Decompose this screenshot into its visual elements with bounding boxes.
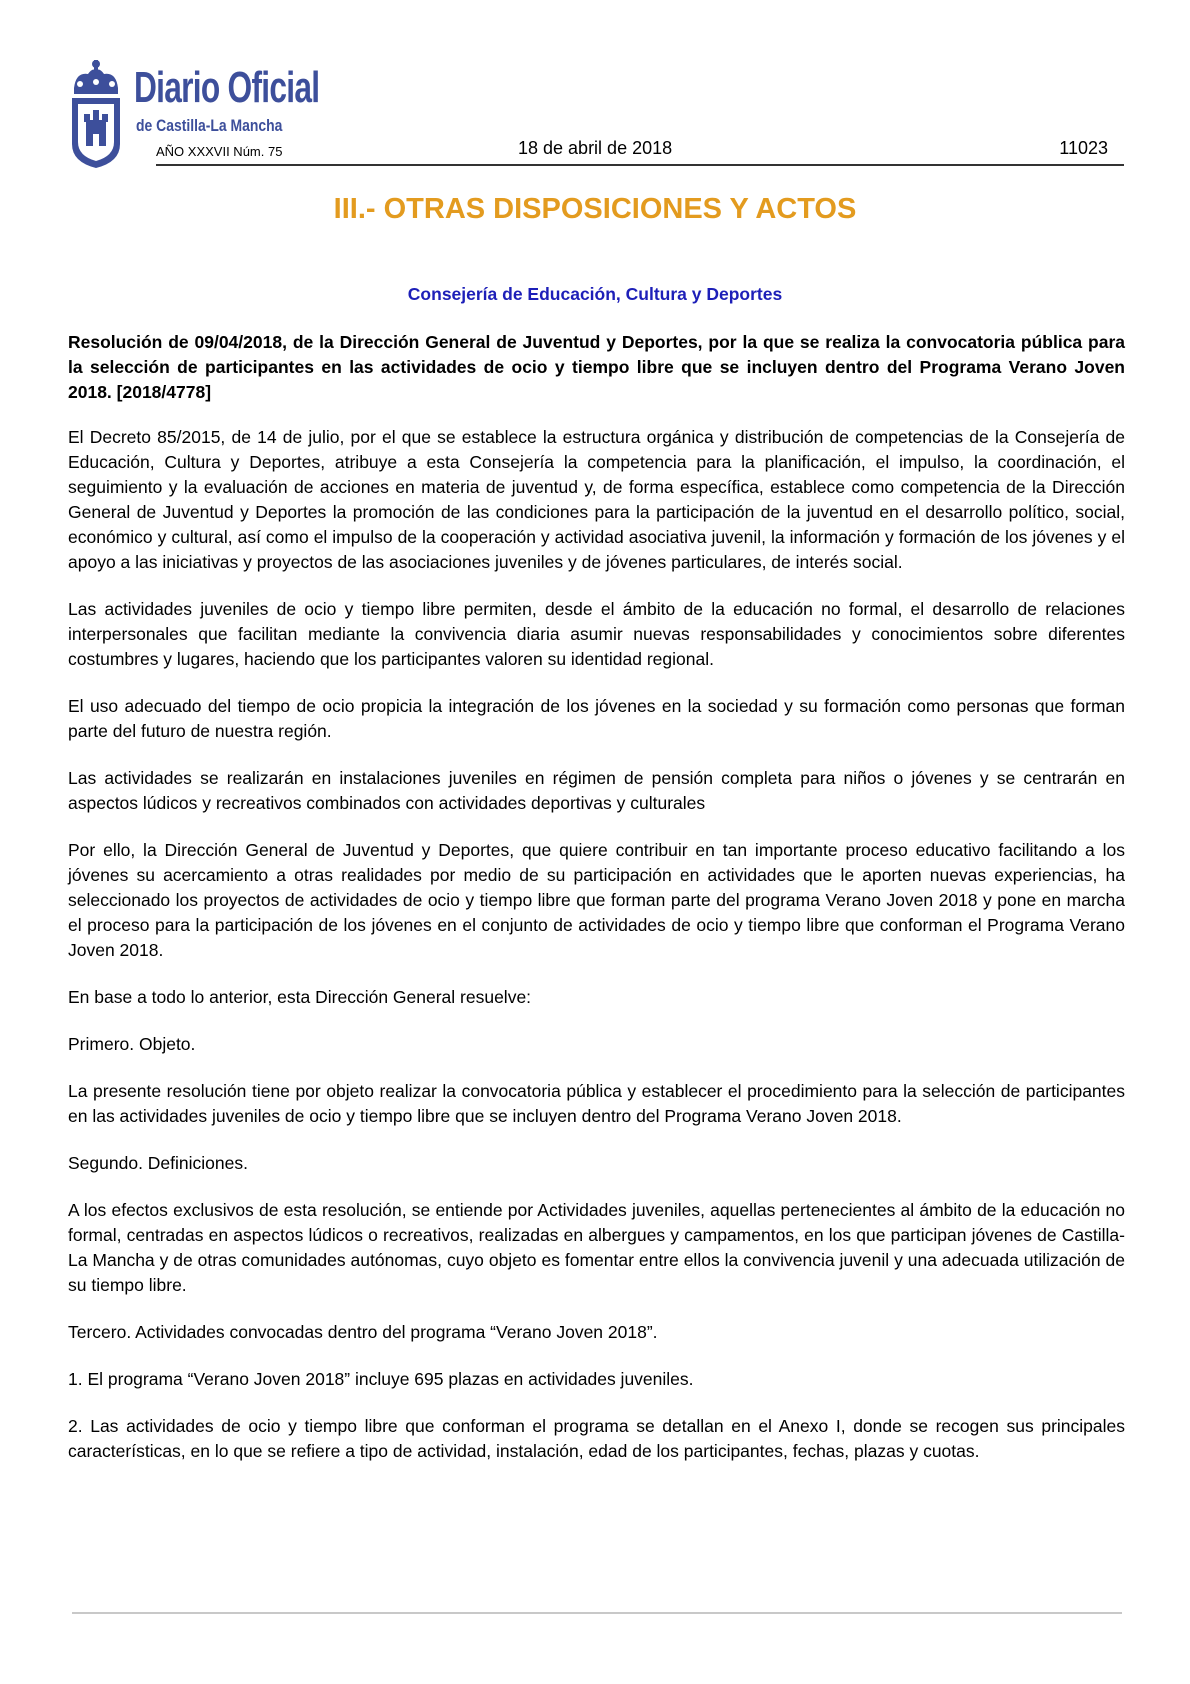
resolution-title: Resolución de 09/04/2018, de la Dirección General de Juventud y Deportes, por la que se realiza la convocatoria pública para la selección de participantes en las actividades de ocio y tiempo libre que se incluyen dentro del Programa Verano Joven 2018. [2018/4778] [68, 332, 1125, 402]
paragraph: En base a todo lo anterior, esta Dirección General resuelve: [68, 987, 532, 1007]
paragraph: El Decreto 85/2015, de 14 de julio, por el que se establece la estructura orgánica y distribución de competencias de la Consejería de Educación, Cultura y Deportes, atribuye a esta Consejería la competencia para la planificación, el impulso, la coordinación, el seguimiento y la evaluación de acciones en materia de juventud y, de forma específica, establece como competencia de la Dirección General de Juventud y Deportes la promoción de las condiciones para la participación de la juventud en el desarrollo político, social, económico y cultural, así como el impulso de la cooperación y actividad asociativa juvenil, la información y formación de los jóvenes y el apoyo a las iniciativas y proyectos de las asociaciones juveniles y de jóvenes particulares, de interés social. [68, 427, 1125, 572]
header-divider [156, 164, 1124, 166]
department-name: Consejería de Educación, Cultura y Deportes [407, 284, 783, 304]
article-heading: Tercero. Actividades convocadas dentro del programa “Verano Joven 2018”. [68, 1322, 658, 1342]
crest-logo-icon [68, 58, 124, 170]
paragraph: 2. Las actividades de ocio y tiempo libre que conforman el programa se detallan en el Anexo I, donde se recogen sus principales características, en lo que se refiere a tipo de actividad, instalación, edad de los participantes, fechas, plazas y cuotas. [68, 1416, 1125, 1461]
article-heading: Primero. Objeto. [68, 1034, 196, 1054]
paragraph: A los efectos exclusivos de esta resolución, se entiende por Actividades juveniles, aquellas pertenecientes al ámbito de la educación no formal, centradas en aspectos lúdicos o recreativos, realizadas en albergues y campamentos, en los que participan jóvenes de Castilla-La Mancha y de otras comunidades autónomas, cuyo objeto es fomentar entre ellos la convivencia juvenil y una adecuada utilización de su tiempo libre. [68, 1200, 1125, 1295]
page-header [68, 58, 1124, 168]
document-body [68, 330, 1125, 1486]
brand-subtitle: de Castilla-La Mancha [136, 116, 283, 135]
page-number: 11023 [1059, 138, 1108, 158]
paragraph: Por ello, la Dirección General de Juventud y Deportes, que quiere contribuir en tan importante proceso educativo facilitando a los jóvenes su acercamiento a otras realidades por medio de su participación en actividades que le aporten nuevas experiencias, ha seleccionado los proyectos de actividades de ocio y tiempo libre que forman parte del programa Verano Joven 2018 y pone en marcha el proceso para la participación de los jóvenes en el conjunto de actividades de ocio y tiempo libre que conforman el Programa Verano Joven 2018. [68, 840, 1125, 960]
footer-divider [72, 1612, 1122, 1614]
paragraph: La presente resolución tiene por objeto realizar la convocatoria pública y establecer el procedimiento para la selección de participantes en las actividades juveniles de ocio y tiempo libre que se incluyen dentro del Programa Verano Joven 2018. [68, 1081, 1125, 1126]
section-title: III.- OTRAS DISPOSICIONES Y ACTOS [333, 193, 857, 225]
article-heading: Segundo. Definiciones. [68, 1153, 248, 1173]
paragraph: El uso adecuado del tiempo de ocio propicia la integración de los jóvenes en la sociedad y su formación como personas que forman parte del futuro de nuestra región. [68, 696, 1125, 741]
paragraph: Las actividades se realizarán en instalaciones juveniles en régimen de pensión completa para niños o jóvenes y se centrarán en aspectos lúdicos y recreativos combinados con actividades deportivas y culturales [68, 768, 1125, 813]
brand-title: Diario Oficial [134, 63, 320, 112]
issue-number: AÑO XXXVII Núm. 75 [156, 144, 283, 159]
paragraph: Las actividades juveniles de ocio y tiempo libre permiten, desde el ámbito de la educación no formal, el desarrollo de relaciones interpersonales que facilitan mediante la convivencia diaria asumir nuevas responsabilidades y conocimientos sobre diferentes costumbres y lugares, haciendo que los participantes valoren su identidad regional. [68, 599, 1125, 669]
publication-date: 18 de abril de 2018 [518, 138, 673, 158]
paragraph: 1. El programa “Verano Joven 2018” incluye 695 plazas en actividades juveniles. [68, 1369, 694, 1389]
